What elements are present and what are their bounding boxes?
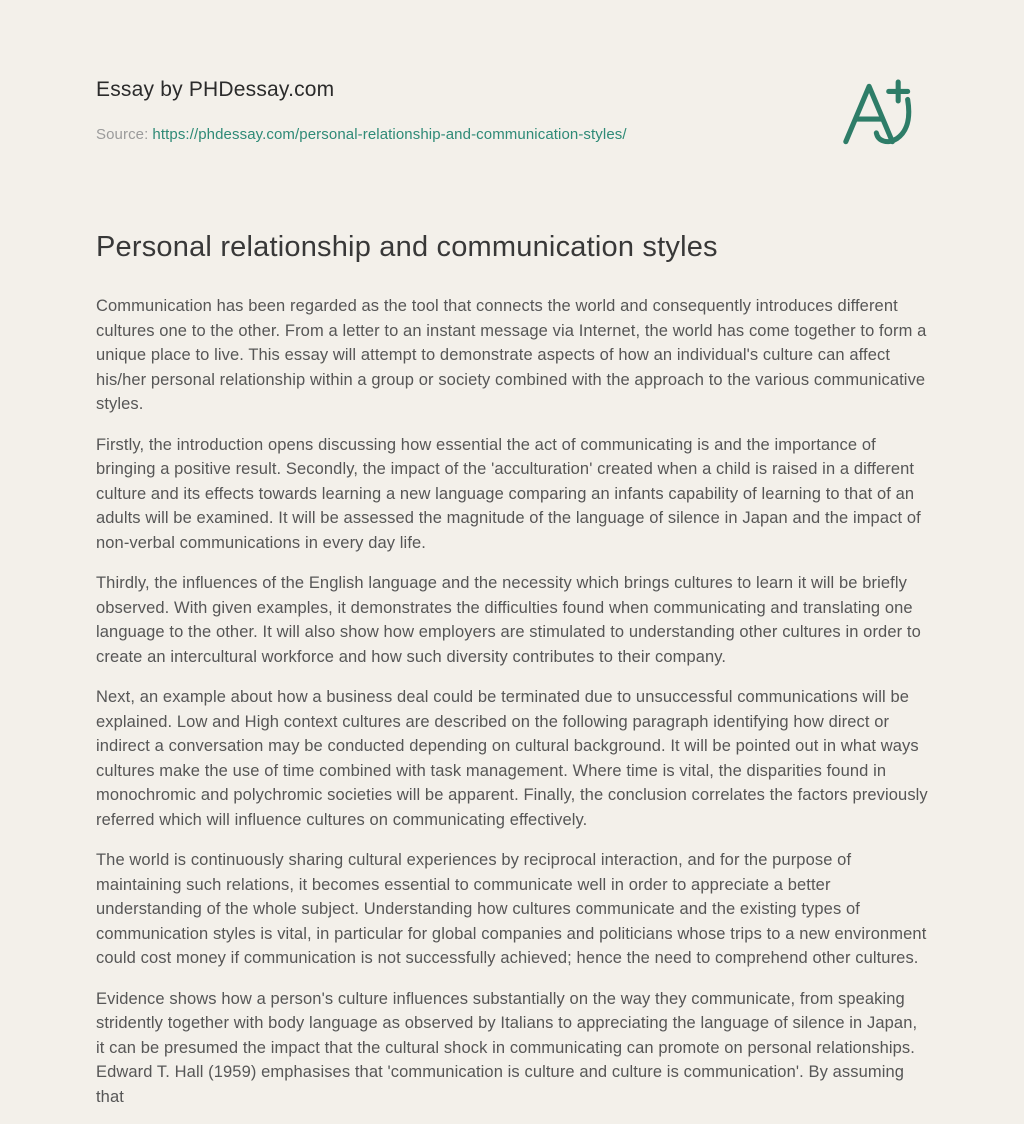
phdessay-a-plus-logo-icon — [840, 68, 920, 160]
page-header — [96, 78, 928, 143]
essay-paragraph: Thirdly, the influences of the English language and the necessity which brings cultures to learn it will be briefly observed. With given examples, it demonstrates the difficulties found when communicating and translating one language to the other. It will also show how employers are stimulated to understanding other cultures in order to create an intercultural workforce and how such diversity contributes to their company. — [96, 574, 921, 666]
essay-byline: Essay by PHDessay.com — [96, 78, 335, 101]
source-line — [96, 126, 928, 143]
essay-paragraph: Next, an example about how a business deal could be terminated due to unsuccessful communications will be explained. Low and High context cultures are described on the following paragraph identifying how direct or indirect a conversation may be conducted depending on cultural background. It will be pointed out in what ways cultures make the use of time combined with task management. Where time is vital, the disparities found in monochromic and polychromic societies will be apparent. Finally, the conclusion correlates the factors previously referred which will influence cultures on communicating effectively. — [96, 688, 928, 829]
essay-body — [96, 294, 928, 1109]
essay-paragraph: The world is continuously sharing cultural experiences by reciprocal interaction, and for the purpose of maintaining such relations, it becomes essential to communicate well in order to appreciate a better understanding of the whole subject. Understanding how cultures communicate and the existing types of communication styles is vital, in particular for global companies and politicians whose trips to a new environment could cost money if communication is not successfully achieved; hence the need to comprehend other cultures. — [96, 851, 927, 967]
source-url-link[interactable]: https://phdessay.com/personal-relationship-and-communication-styles/ — [152, 126, 627, 143]
essay-paragraph: Evidence shows how a person's culture influences substantially on the way they communicate, from speaking stridently together with body language as observed by Italians to appreciating the language of silence in Japan, it can be presumed the impact that the cultural shock in communicating can promote on personal relationships. Edward T. Hall (1959) emphasises that 'communication is culture and culture is communication'. By assuming that — [96, 989, 918, 1106]
source-label: Source: — [96, 126, 149, 143]
essay-paragraph: Communication has been regarded as the tool that connects the world and consequently introduces different cultures one to the other. From a letter to an instant message via Internet, the world has come together to form a unique place to live. This essay will attempt to demonstrate aspects of how an individual's culture can affect his/her personal relationship within a group or society combined with the approach to the various communicative styles. — [96, 297, 927, 413]
essay-title: Personal relationship and communication styles — [96, 231, 718, 263]
essay-paragraph: Firstly, the introduction opens discussing how essential the act of communicating is and the importance of bringing a positive result. Secondly, the impact of the 'acculturation' created when a child is raised in a different culture and its effects towards learning a new language comparing an infants capability of learning to that of an adults will be examined. It will be assessed the magnitude of the language of silence in Japan and the impact of non-verbal communications in every day life. — [96, 435, 921, 552]
